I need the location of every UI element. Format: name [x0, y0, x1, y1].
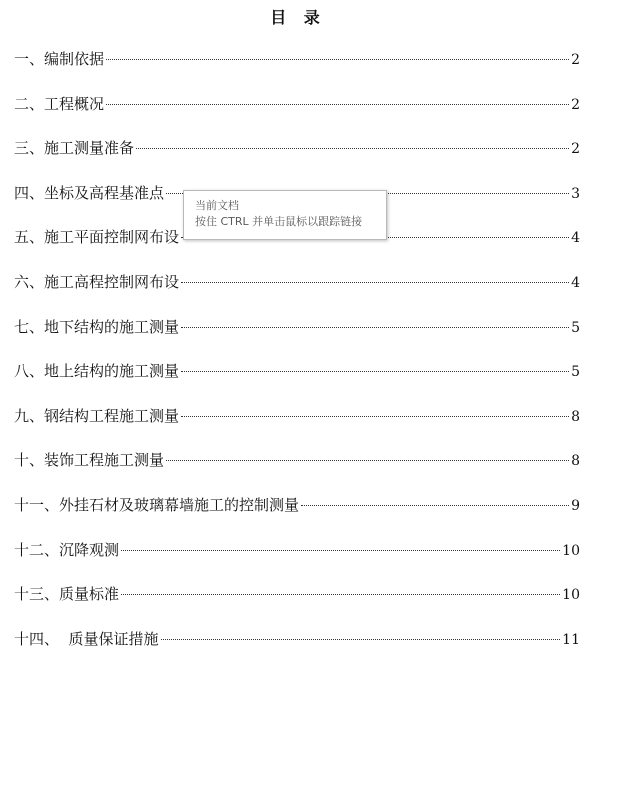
toc-leader-dots	[161, 639, 561, 640]
toc-entry-text: 七、地下结构的施工测量	[14, 317, 180, 336]
toc-entry[interactable]	[14, 358, 580, 403]
toc-entry-text: 十四、 质量保证措施	[14, 629, 159, 648]
toc-entry[interactable]	[14, 626, 580, 671]
toc-page-number: 11	[562, 631, 580, 648]
toc-entry-text: 八、地上结构的施工测量	[14, 362, 180, 381]
toc-page-number: 2	[571, 141, 580, 158]
toc-entry[interactable]	[14, 314, 580, 359]
toc-entry[interactable]	[14, 581, 580, 626]
toc-page-number: 9	[571, 497, 580, 514]
toc-entry[interactable]	[14, 135, 580, 180]
toc-entry[interactable]	[14, 537, 580, 582]
toc-title: 目 录	[270, 8, 326, 27]
toc-entry[interactable]	[14, 403, 580, 448]
toc-page-number: 5	[571, 319, 580, 336]
toc-entry-text: 二、工程概况	[14, 94, 105, 113]
toc-entry-text: 九、钢结构工程施工测量	[14, 406, 180, 425]
hyperlink-tooltip	[183, 190, 387, 240]
toc-page-number: 8	[571, 453, 580, 470]
tooltip-line-document: 当前文档	[195, 199, 239, 212]
toc-entry-text: 十、装饰工程施工测量	[14, 451, 165, 470]
toc-entry-text: 十三、质量标准	[14, 585, 120, 604]
tooltip-line-ctrl-click: 按住 CTRL 并单击鼠标以跟踪链接	[195, 215, 363, 228]
toc-page-number: 2	[571, 52, 580, 68]
toc-leader-dots	[181, 282, 569, 283]
toc-page-number: 5	[571, 364, 580, 381]
toc-leader-dots	[166, 460, 569, 461]
toc-page-number: 4	[571, 230, 580, 247]
toc-leader-dots	[121, 550, 560, 551]
toc-entry-text: 十一、外挂石材及玻璃幕墙施工的控制测量	[14, 495, 300, 514]
toc-leader-dots	[181, 327, 569, 328]
toc-entry[interactable]	[14, 269, 580, 314]
toc-entry-text: 六、施工高程控制网布设	[14, 272, 180, 291]
toc-leader-dots	[181, 416, 569, 417]
toc-page-number: 3	[571, 185, 580, 202]
toc-leader-dots	[136, 148, 569, 149]
toc-entry-text: 三、施工测量准备	[14, 139, 135, 158]
toc-entry-text: 五、施工平面控制网布设	[14, 228, 180, 247]
toc-leader-dots	[301, 505, 569, 506]
toc-page-number: 10	[562, 542, 580, 559]
toc-page-number: 4	[571, 274, 580, 291]
toc-entry-text: 十二、沉降观测	[14, 540, 120, 559]
toc-entry[interactable]	[14, 447, 580, 492]
toc-leader-dots	[106, 59, 569, 60]
toc-entry[interactable]	[14, 492, 580, 537]
toc-page-number: 8	[571, 408, 580, 425]
toc-entry-text: 一、编制依据	[14, 50, 105, 68]
toc-leader-dots	[106, 104, 569, 105]
toc-entry[interactable]	[14, 91, 580, 136]
toc-leader-dots	[121, 594, 560, 595]
toc-page-number: 10	[562, 587, 580, 604]
toc-entry-text: 四、坐标及高程基准点	[14, 183, 165, 202]
toc-page-number: 2	[571, 96, 580, 113]
toc-list	[14, 46, 580, 670]
toc-leader-dots	[181, 371, 569, 372]
toc-entry[interactable]	[14, 46, 580, 91]
